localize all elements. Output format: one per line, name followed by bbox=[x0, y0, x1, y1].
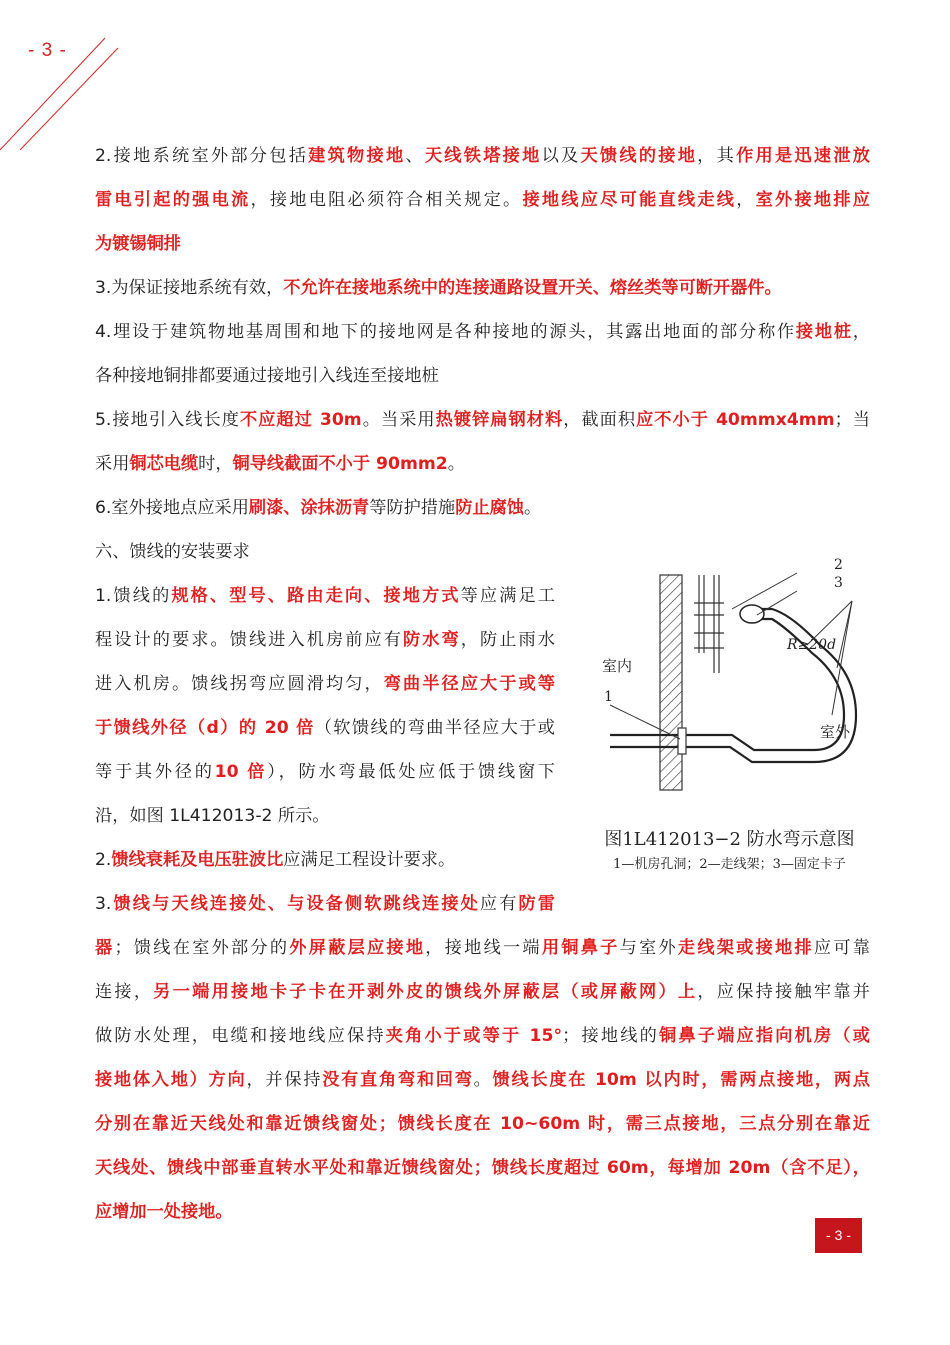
emphasis-run: 接地线应尽可能直线走线 bbox=[522, 190, 737, 210]
text-run: 。 bbox=[523, 498, 542, 518]
emphasis-run: 馈线衰耗及电压驻波比 bbox=[111, 850, 284, 870]
text-run: 。 bbox=[447, 454, 465, 474]
text-run: 等应满足工 bbox=[460, 586, 555, 606]
text-run: 采用 bbox=[95, 454, 130, 474]
emphasis-run: 防止腐蚀 bbox=[455, 498, 524, 518]
emphasis-run: 铜导线截面不小于 90mm2 bbox=[232, 454, 448, 474]
corner-decoration bbox=[0, 0, 120, 150]
text-run: 应有 bbox=[479, 894, 519, 914]
emphasis-run: 防水弯 bbox=[403, 630, 461, 650]
emphasis-run: 刷漆、涂抹沥青 bbox=[248, 498, 370, 518]
emphasis-run: 用铜鼻子 bbox=[541, 938, 620, 958]
label-2: 2 bbox=[834, 557, 843, 573]
text-run: ；接地线的 bbox=[562, 1026, 659, 1046]
text-run: 应满足工程设计要求。 bbox=[283, 850, 456, 870]
paragraph-line bbox=[95, 310, 870, 354]
emphasis-run: 夹角小于或等于 15° bbox=[385, 1026, 563, 1046]
label-3: 3 bbox=[834, 575, 843, 591]
text-run: 1.馈线的 bbox=[95, 586, 172, 606]
emphasis-run: 接地体入地）方向 bbox=[95, 1070, 247, 1090]
text-run: 沿，如图 1L412013-2 所示。 bbox=[95, 806, 330, 826]
emphasis-run: 外屏蔽层应接地 bbox=[289, 938, 426, 958]
text-run: ，防止雨水 bbox=[460, 630, 555, 650]
emphasis-run: 建筑物接地 bbox=[308, 146, 406, 166]
paragraph-line bbox=[95, 354, 870, 398]
text-run: 各种接地铜排都要通过接地引入线连至接地桩 bbox=[95, 366, 439, 386]
label-radius: R≥20d bbox=[787, 637, 837, 653]
page-number-top: - 3 - bbox=[28, 40, 67, 61]
emphasis-run: 10 倍 bbox=[214, 762, 268, 782]
paragraph-line bbox=[95, 1014, 870, 1058]
text-run: ，其 bbox=[697, 146, 737, 166]
text-run: 5.接地引入线长度 bbox=[95, 410, 240, 430]
text-run: 与室外 bbox=[619, 938, 678, 958]
paragraph-line bbox=[95, 486, 870, 530]
emphasis-run: 防雷 bbox=[518, 894, 555, 914]
emphasis-run: 器 bbox=[95, 938, 115, 958]
paragraph-line bbox=[95, 1190, 870, 1234]
paragraph-line bbox=[95, 574, 555, 618]
text-run: （软馈线的弯曲半径应大于或 bbox=[314, 718, 555, 738]
room-hole bbox=[678, 728, 686, 754]
page-number-bottom: - 3 - bbox=[815, 1218, 862, 1253]
paragraph-line bbox=[95, 178, 870, 222]
text-run: 连接， bbox=[95, 982, 154, 1002]
emphasis-run: 不应超过 30m bbox=[239, 410, 362, 430]
paragraph-line bbox=[95, 266, 870, 310]
figure-legend: 1—机房孔洞；2—走线架；3—固定卡子 bbox=[613, 857, 846, 872]
emphasis-run: 铜鼻子端应指向机房（或 bbox=[658, 1026, 870, 1046]
text-run: 等于其外径的 bbox=[95, 762, 215, 782]
paragraph-line bbox=[95, 662, 555, 706]
emphasis-run: 天线处、馈线中部垂直转水平处和靠近馈线窗处；馈线长度超过 60m，每增加 20m（含不足）， bbox=[95, 1158, 870, 1178]
emphasis-run: 馈线与天线连接处、与设备侧软跳线连接处 bbox=[111, 894, 480, 914]
paragraph-line bbox=[95, 1102, 870, 1146]
text-run: ），防水弯最低处应低于馈线窗下 bbox=[267, 762, 555, 782]
emphasis-run: 弯曲半径应大于或等 bbox=[383, 674, 555, 694]
paragraph-line bbox=[95, 442, 870, 486]
text-run: ，接地线一端 bbox=[425, 938, 542, 958]
waterproof-bend-figure bbox=[582, 553, 877, 875]
text-run: 时， bbox=[198, 454, 233, 474]
text-run: 做防水处理，电缆和接地线应保持 bbox=[95, 1026, 386, 1046]
text-run: 3. bbox=[95, 894, 112, 914]
emphasis-run: 雷电引起的强电流 bbox=[95, 190, 251, 210]
paragraph-line bbox=[95, 750, 555, 794]
paragraph-line bbox=[95, 838, 555, 882]
text-run: 6.室外接地点应采用 bbox=[95, 498, 249, 518]
label-outdoor: 室外 bbox=[820, 723, 851, 741]
text-run: 。当采用 bbox=[361, 410, 436, 430]
text-run: ， bbox=[736, 190, 756, 210]
text-run: ，截面积 bbox=[563, 410, 637, 430]
text-run: 程设计的要求。馈线进入机房前应有 bbox=[95, 630, 404, 650]
emphasis-run: 另一端用接地卡子卡在开剥外皮的馈线外屏蔽层（或屏蔽网）上 bbox=[153, 982, 698, 1002]
text-run: 3.为保证接地系统有效， bbox=[95, 278, 284, 298]
label-1: 1 bbox=[604, 689, 613, 705]
emphasis-run: 天线铁塔接地 bbox=[424, 146, 542, 166]
text-run: 、 bbox=[405, 146, 425, 166]
emphasis-run: 为镀锡铜排 bbox=[95, 234, 181, 254]
text-run: 应可靠 bbox=[813, 938, 870, 958]
text-run: ，并保持 bbox=[246, 1070, 323, 1090]
text-run: ，接地电阻必须符合相关规定。 bbox=[250, 190, 523, 210]
emphasis-run: 室外接地排应 bbox=[755, 190, 870, 210]
text-run: ；当 bbox=[834, 410, 870, 430]
paragraph-line bbox=[95, 926, 870, 970]
waterproof-bend-diagram bbox=[582, 553, 877, 815]
emphasis-run: 馈线长度在 10m 以内时，需两点接地，两点 bbox=[492, 1070, 870, 1090]
emphasis-run: 不允许在接地系统中的连接通路设置开关、熔丝类等可断开器件。 bbox=[283, 278, 782, 298]
emphasis-run: 天馈线的接地 bbox=[580, 146, 698, 166]
section-heading: 六、馈线的安装要求 bbox=[95, 542, 250, 562]
text-run: 。 bbox=[473, 1070, 493, 1090]
text-run: 2.接地系统室外部分包括 bbox=[95, 146, 309, 166]
paragraph-line bbox=[95, 618, 555, 662]
paragraph-line bbox=[95, 706, 555, 750]
text-run: 4.埋设于建筑物地基周围和地下的接地网是各种接地的源头，其露出地面的部分称作 bbox=[95, 322, 796, 342]
paragraph-line bbox=[95, 794, 555, 838]
emphasis-run: 应不小于 40mmx4mm bbox=[636, 410, 835, 430]
text-run: ，应保持接触牢靠并 bbox=[697, 982, 870, 1002]
paragraph-line bbox=[95, 1058, 870, 1102]
paragraph-line bbox=[95, 970, 870, 1014]
emphasis-run: 走线架或接地排 bbox=[677, 938, 814, 958]
emphasis-run: 热镀锌扁钢材料 bbox=[435, 410, 564, 430]
emphasis-run: 规格、型号、路由走向、接地方式 bbox=[171, 586, 461, 606]
text-run: ， bbox=[852, 322, 870, 342]
paragraph-line bbox=[95, 1146, 870, 1190]
paragraph-line bbox=[95, 134, 870, 178]
figure-title: 图1L412013−2 防水弯示意图 bbox=[604, 829, 855, 850]
emphasis-run: 接地桩 bbox=[795, 322, 853, 342]
paragraph-line bbox=[95, 398, 870, 442]
emphasis-run: 没有直角弯和回弯 bbox=[322, 1070, 474, 1090]
fixing-clamp bbox=[740, 605, 764, 623]
paragraph-line bbox=[95, 222, 870, 266]
text-run: 2. bbox=[95, 850, 112, 870]
wall bbox=[660, 575, 682, 790]
emphasis-run: 铜芯电缆 bbox=[129, 454, 199, 474]
emphasis-run: 分别在靠近天线处和靠近馈线窗处；馈线长度在 10~60m 时，需三点接地，三点分别在靠近 bbox=[95, 1114, 870, 1134]
text-run: 进入机房。馈线拐弯应圆滑均匀， bbox=[95, 674, 384, 694]
label-indoor: 室内 bbox=[602, 657, 633, 675]
emphasis-run: 于馈线外径（d）的 20 倍 bbox=[95, 718, 315, 738]
text-run: 以及 bbox=[541, 146, 581, 166]
emphasis-run: 作用是迅速泄放 bbox=[736, 146, 870, 166]
paragraph-line bbox=[95, 882, 555, 926]
text-run: 等防护措施 bbox=[369, 498, 456, 518]
emphasis-run: 应增加一处接地。 bbox=[95, 1202, 233, 1222]
text-run: ；馈线在室外部分的 bbox=[114, 938, 290, 958]
